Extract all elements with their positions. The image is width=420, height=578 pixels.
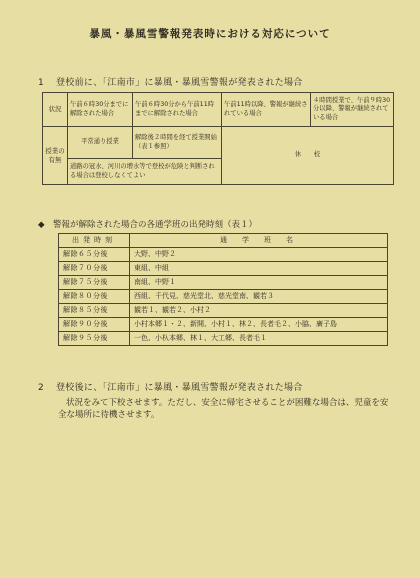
row-time: 解除９５分後 <box>59 332 130 346</box>
row-time: 解除８５分後 <box>59 304 130 318</box>
hazard-note: 道路の冠水、河川の増水等で登校が危険と判断される場合は登校しなくてよい <box>68 159 222 185</box>
section-1-heading <box>38 75 303 88</box>
row-time: 解除７５分後 <box>59 276 130 290</box>
row-groups: 大野、中野２ <box>130 248 388 262</box>
response-table <box>42 92 394 185</box>
page-title: 暴風・暴風雪警報発表時における対応について <box>89 28 331 40</box>
status-cell-4: ４時間授業で、午前９時30分以降、警報が継続されている場合 <box>311 93 394 127</box>
class-normal: 平常通り授業 <box>68 127 133 159</box>
row-groups: 観若１、観若２、小村２ <box>130 304 388 318</box>
section-1-text: 登校前に、「江南市」に暴風・暴風雪警報が発表された場合 <box>56 78 303 88</box>
departure-table <box>58 233 388 346</box>
status-cell-1: 午前６時30分までに解除された場合 <box>68 93 133 127</box>
status-cell-2: 午前６時30分から午前11時までに解除された場合 <box>133 93 222 127</box>
row-time: 解除８０分後 <box>59 290 130 304</box>
row-groups: 小村本郷１・２、新開、小村１、林２、長者毛２、小脇、廣子島 <box>130 318 388 332</box>
section-2-text: 登校後に、「江南市」に暴風・暴風雪警報が発表された場合 <box>56 383 303 393</box>
class-delayed: 解除後２時間を経て授業開始（表１参照） <box>133 127 222 159</box>
class-closed: 休 校 <box>222 127 394 185</box>
section-2-number: 2 <box>38 383 45 393</box>
row-time: 解除７０分後 <box>59 262 130 276</box>
row-groups: 西組、千代見、慈光堂北、慈光堂南、観若３ <box>130 290 388 304</box>
row-groups: 南組、中野１ <box>130 276 388 290</box>
header-time: 出発時刻 <box>59 234 130 248</box>
status-cell-3: 午前11時以降、警報が継続されている場合 <box>222 93 311 127</box>
row-groups: 一色、小杁本郷、林１、大工郷、長者毛１ <box>130 332 388 346</box>
row-time: 解除６５分後 <box>59 248 130 262</box>
row-time: 解除９０分後 <box>59 318 130 332</box>
section-2-body: 状況をみて下校させます。ただし、安全に帰宅させることが困難な場合は、児童を安全な場所に待機させます。 <box>58 398 389 421</box>
section-2-heading <box>38 380 303 393</box>
label-status: 状況 <box>43 93 68 127</box>
departure-table-title: ◆ 警報が解除された場合の各通学班の出発時刻（表１） <box>38 220 258 230</box>
header-group: 通 学 班 名 <box>130 234 388 248</box>
section-1-number: 1 <box>38 78 45 88</box>
label-class: 授業の有無 <box>43 127 68 185</box>
row-groups: 東組、中組 <box>130 262 388 276</box>
